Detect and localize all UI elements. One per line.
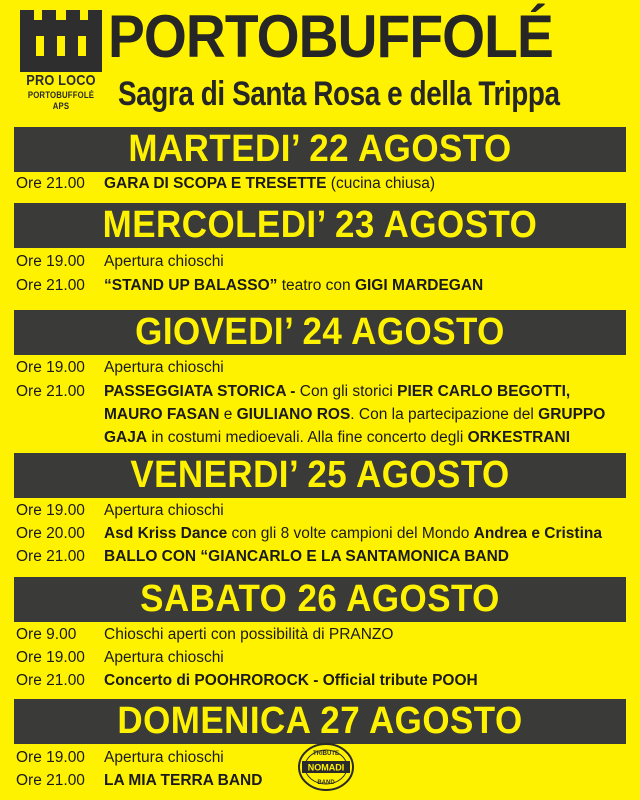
- event-desc: BALLO CON “GIANCARLO E LA SANTAMONICA BAND: [104, 548, 509, 565]
- event-time: Ore 19.00: [16, 359, 85, 376]
- event-desc: Concerto di POOHROROCK - Official tribute POOH: [104, 672, 478, 689]
- event-desc: Chioschi aperti con possibilità di PRANZO: [104, 626, 394, 643]
- day-label: DOMENICA 27 AGOSTO: [117, 700, 523, 742]
- event-time: Ore 9.00: [16, 626, 77, 643]
- day-header-giovedi: [14, 310, 626, 355]
- logo-line-1: PRO LOCO: [26, 72, 96, 89]
- pro-loco-logo: [16, 6, 106, 116]
- svg-text:TRIBUTE: TRIBUTE: [313, 751, 339, 757]
- event-desc: Apertura chioschi: [104, 749, 224, 766]
- event-time: Ore 21.00: [16, 772, 85, 789]
- event-time: Ore 21.00: [16, 548, 85, 565]
- event-desc: Apertura chioschi: [104, 359, 224, 376]
- day-header-mercoledi: [14, 203, 626, 248]
- svg-text:BAND: BAND: [317, 780, 335, 786]
- event-desc: PASSEGGIATA STORICA - Con gli storici PIER CARLO BEGOTTI,: [104, 383, 571, 400]
- day-label: MARTEDI’ 22 AGOSTO: [128, 128, 512, 170]
- day-header-venerdi: [14, 453, 626, 498]
- event-desc: Apertura chioschi: [104, 253, 224, 270]
- event-time: Ore 19.00: [16, 649, 85, 666]
- event-time: Ore 19.00: [16, 749, 85, 766]
- event-time: Ore 20.00: [16, 525, 85, 542]
- day-header-domenica: [14, 699, 626, 744]
- castle-icon: [16, 6, 106, 72]
- page-subtitle: Sagra di Santa Rosa e della Trippa: [118, 75, 560, 113]
- event-desc: LA MIA TERRA BAND: [104, 772, 263, 789]
- event-desc: Asd Kriss Dance con gli 8 volte campioni del Mondo Andrea e Cristina: [104, 525, 602, 542]
- event-desc: “STAND UP BALASSO” teatro con GIGI MARDEGAN: [104, 277, 484, 294]
- day-label: SABATO 26 AGOSTO: [140, 578, 500, 620]
- event-time: Ore 19.00: [16, 253, 85, 270]
- day-label: MERCOLEDI’ 23 AGOSTO: [102, 204, 538, 246]
- day-header-sabato: [14, 577, 626, 622]
- event-desc: Apertura chioschi: [104, 649, 224, 666]
- event-desc: GAJA in costumi medioevali. Alla fine concerto degli ORKESTRANI: [104, 429, 571, 446]
- day-header-martedi: [14, 127, 626, 172]
- event-time: Ore 21.00: [16, 383, 85, 400]
- event-desc: MAURO FASAN e GIULIANO ROS. Con la partecipazione del GRUPPO: [104, 406, 606, 423]
- event-time: Ore 21.00: [16, 277, 85, 294]
- logo-line-2: PORTOBUFFOLÉ APS: [27, 90, 95, 112]
- day-label: GIOVEDI’ 24 AGOSTO: [135, 311, 505, 353]
- event-desc: Apertura chioschi: [104, 502, 224, 519]
- day-label: VENERDI’ 25 AGOSTO: [130, 454, 510, 496]
- event-desc: GARA DI SCOPA E TRESETTE (cucina chiusa): [104, 175, 436, 192]
- nomadi-tribute-badge-icon: [296, 741, 356, 793]
- event-time: Ore 21.00: [16, 175, 85, 192]
- page-title: PORTOBUFFOLÉ: [108, 3, 553, 70]
- event-time: Ore 21.00: [16, 672, 85, 689]
- event-time: Ore 19.00: [16, 502, 85, 519]
- svg-text:NOMADI: NOMADI: [307, 762, 345, 773]
